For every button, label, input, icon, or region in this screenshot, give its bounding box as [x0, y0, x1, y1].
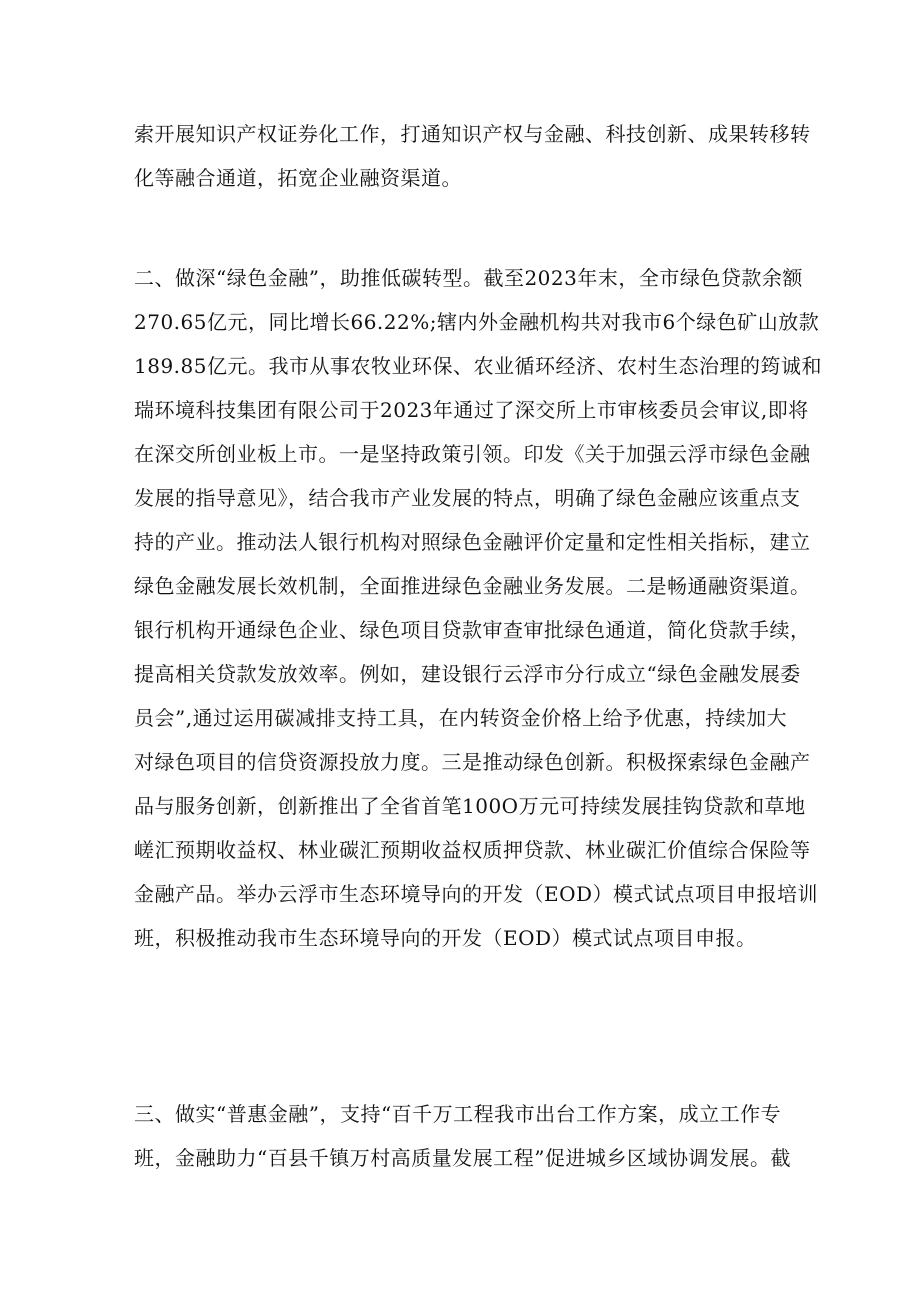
text-line: 金融产品。举办云浮市生态环境导向的开发（EOD）模式试点项目申报培训 — [134, 882, 819, 906]
text-line: 270.65亿元，同比增长66.22%;辖内外金融机构共对我市6个绿色矿山放款 — [134, 310, 820, 334]
text-line: 化等融合通道，拓宽企业融资渠道。 — [134, 166, 462, 190]
text-line: 班，金融助力“百县千镇万村高质量发展工程”促进城乡区域协调发展。截 — [134, 1146, 791, 1170]
text-line: 提高相关贷款发放效率。例如，建设银行云浮市分行成立“绿色金融发展委 — [134, 662, 801, 686]
text-line: 在深交所创业板上市。一是坚持政策引领。印发《关于加强云浮市绿色金融 — [134, 442, 811, 466]
text-line: 绿色金融发展长效机制，全面推进绿色金融业务发展。二是畅通融资渠道。 — [134, 574, 811, 598]
text-line: 二、做深“绿色金融”，助推低碳转型。截至2023年末，全市绿色贷款余额 — [134, 266, 803, 290]
text-line: 班，积极推动我市生态环境导向的开发（EOD）模式试点项目申报。 — [134, 926, 757, 950]
text-line: 品与服务创新，创新推出了全省首笔100O万元可持续发展挂钩贷款和草地 — [134, 794, 806, 818]
text-line: 对绿色项目的信贷资源投放力度。三是推动绿色创新。积极探索绿色金融产 — [134, 750, 811, 774]
text-line: 索开展知识产权证券化工作，打通知识产权与金融、科技创新、成果转移转 — [134, 122, 811, 146]
text-line: 银行机构开通绿色企业、绿色项目贷款审查审批绿色通道，简化贷款手续， — [134, 618, 811, 642]
text-line: 嵯汇预期收益权、林业碳汇预期收益权质押贷款、林业碳汇价值综合保险等 — [134, 838, 811, 862]
paragraph-inclusive-finance — [134, 1092, 794, 1180]
text-line: 瑞环境科技集团有限公司于2023年通过了深交所上市审核委员会审议,即将 — [134, 398, 809, 422]
text-line: 189.85亿元。我市从事农牧业环保、农业循环经济、农村生态治理的筠诚和 — [134, 354, 822, 378]
text-line: 三、做实“普惠金融”，支持“百千万工程我市出台工作方案，成立工作专 — [134, 1102, 782, 1126]
text-line: 持的产业。推动法人银行机构对照绿色金融评价定量和定性相关指标，建立 — [134, 530, 811, 554]
paragraph-ip-securitization — [134, 112, 811, 200]
text-line: 员会”,通过运用碳减排支持工具，在内转资金价格上给予优惠，持续加大 — [134, 706, 788, 730]
paragraph-green-finance — [134, 256, 822, 960]
text-line: 发展的指导意见》，结合我市产业发展的特点，明确了绿色金融应该重点支 — [134, 486, 801, 510]
